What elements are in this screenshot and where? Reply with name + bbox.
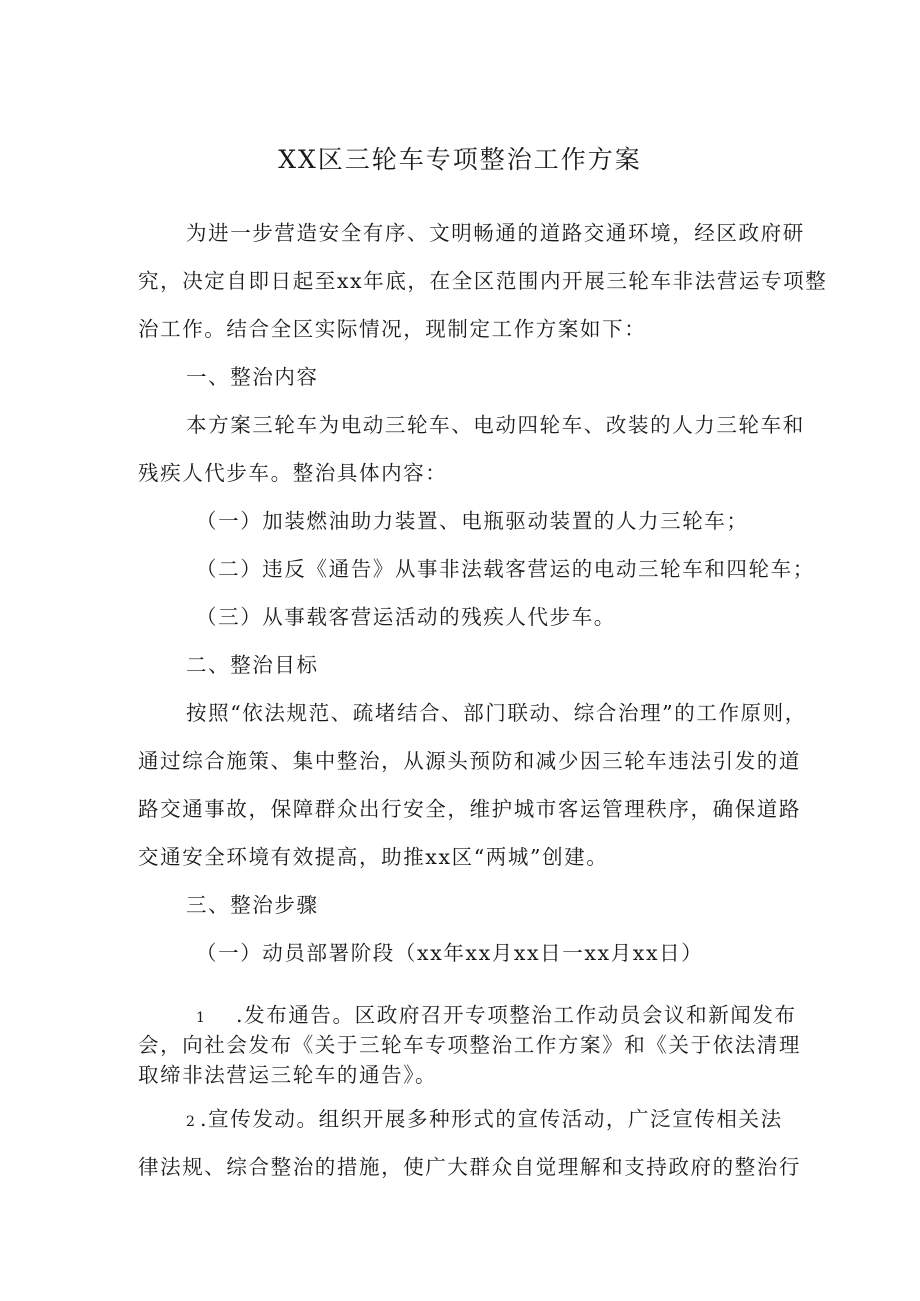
list-item: （三）从事载客营运活动的残疾人代步车。 [196, 605, 616, 629]
section-paragraph-line: 路交通事故，保障群众出行安全，维护城市客运管理秩序，确保道路 [138, 797, 801, 821]
list-item: （二）违反《通告》从事非法载客营运的电动三轮车和四轮车； [196, 557, 815, 581]
numbered-item-line: 律法规、综合整治的措施，使广大群众自觉理解和支持政府的整治行 [138, 1155, 801, 1179]
numbered-item-line [186, 1104, 792, 1137]
phase-heading: （一）动员部署阶段（xx年xx月xx日一xx月xx日） [196, 941, 704, 965]
item-number: 2 [186, 1114, 197, 1130]
numbered-item-line [196, 1000, 797, 1033]
section-paragraph-line: 残疾人代步车。整治具体内容： [138, 461, 448, 485]
section-paragraph-line: 通过综合施策、集中整治，从源头预防和减少因三轮车违法引发的道 [138, 749, 801, 773]
intro-line: 究，决定自即日起至xx年底，在全区范围内开展三轮车非法营运专项整 [138, 269, 828, 293]
item-number: 1 [196, 1010, 207, 1026]
document-title: XX区三轮车专项整治工作方案 [278, 145, 642, 174]
item-text: .发布通告。区政府召开专项整治工作动员会议和新闻发布 [236, 1003, 797, 1027]
section-paragraph-line: 交通安全环境有效提高，助推xx区“两城”创建。 [138, 845, 609, 869]
section-heading: 三、整治步骤 [186, 893, 319, 917]
section-paragraph-line: 按照“依法规范、疏堵结合、部门联动、综合治理”的工作原则， [186, 701, 807, 725]
section-heading: 一、整治内容 [186, 365, 319, 389]
intro-line: 治工作。结合全区实际情况，现制定工作方案如下： [138, 317, 647, 341]
intro-line: 为进一步营造安全有序、文明畅通的道路交通环境，经区政府研 [186, 221, 805, 245]
section-heading: 二、整治目标 [186, 653, 319, 677]
item-text: .宣传发动。组织开展多种形式的宣传活动，广泛宣传相关法 [200, 1107, 783, 1131]
numbered-item-line: 会，向社会发布《关于三轮车专项整治工作方案》和《关于依法清理 [138, 1033, 801, 1057]
list-item: （一）加装燃油助力装置、电瓶驱动装置的人力三轮车； [196, 509, 749, 533]
numbered-item-line: 取缔非法营运三轮车的通告》。 [138, 1063, 438, 1087]
section-paragraph-line: 本方案三轮车为电动三轮车、电动四轮车、改装的人力三轮车和 [186, 413, 805, 437]
